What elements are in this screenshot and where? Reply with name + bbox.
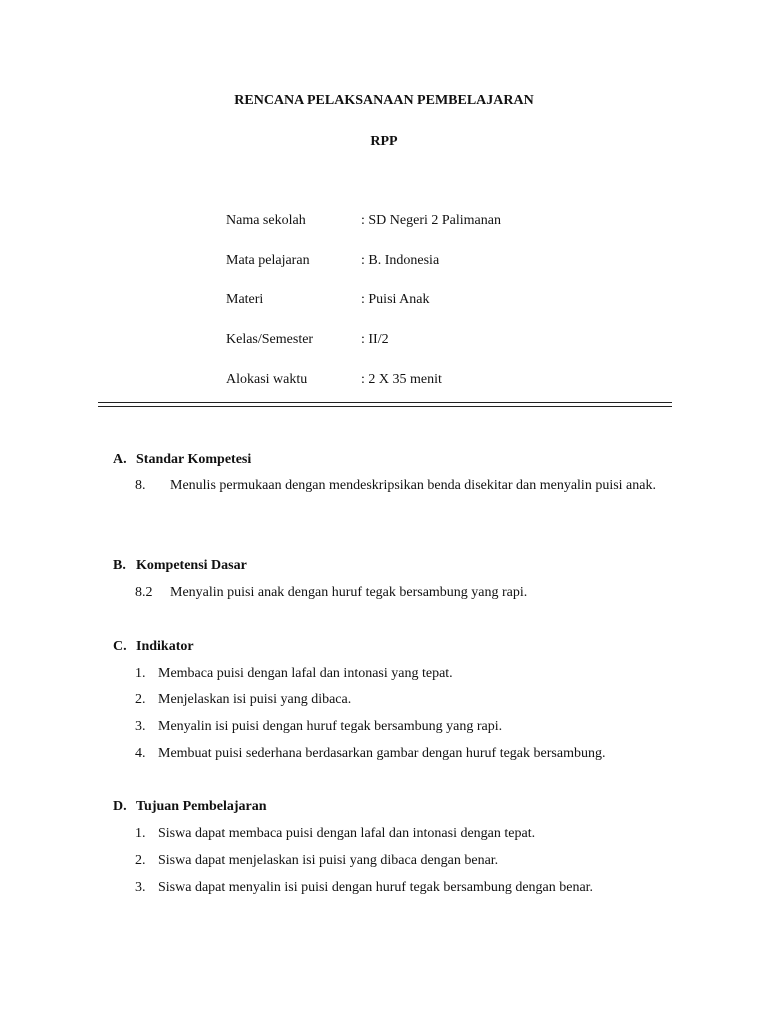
list-number: 4. (135, 746, 146, 761)
list-text: Menjelaskan isi puisi yang dibaca. (158, 692, 352, 707)
item-number: 8.2 (135, 585, 153, 600)
info-value: : B. Indonesia (361, 253, 440, 268)
section-b-heading (113, 558, 247, 574)
section-title: Kompetensi Dasar (136, 558, 247, 573)
section-letter: D. (113, 799, 127, 814)
section-letter: A. (113, 452, 127, 467)
info-label: Mata pelajaran (226, 253, 310, 268)
item-text: Menulis permukaan dengan mendeskripsikan benda disekitar dan menyalin puisi anak. (170, 478, 656, 493)
section-a-heading (113, 452, 251, 468)
section-title: Standar Kompetesi (136, 452, 252, 467)
list-number: 1. (135, 666, 146, 681)
info-value: : 2 X 35 menit (361, 372, 442, 387)
list-text: Menyalin isi puisi dengan huruf tegak bersambung yang rapi. (158, 719, 503, 734)
list-number: 2. (135, 692, 146, 707)
list-number: 1. (135, 826, 146, 841)
info-label: Materi (226, 292, 264, 307)
info-value: : II/2 (361, 332, 389, 347)
list-number: 3. (135, 719, 146, 734)
section-c-heading (113, 639, 194, 655)
divider-rule-top (98, 402, 672, 403)
list-number: 2. (135, 853, 146, 868)
info-row-material (226, 292, 666, 312)
info-label: Alokasi waktu (226, 372, 308, 387)
divider-rule-bottom (98, 406, 672, 407)
list-text: Membaca puisi dengan lafal dan intonasi yang tepat. (158, 666, 453, 681)
info-row-class-semester (226, 332, 666, 352)
item-text: Menyalin puisi anak dengan huruf tegak bersambung yang rapi. (170, 585, 528, 600)
section-letter: B. (113, 558, 126, 573)
info-row-subject (226, 253, 666, 273)
section-d-heading (113, 799, 267, 815)
section-title: Indikator (136, 639, 194, 654)
info-row-school (226, 213, 666, 233)
document-subtitle: RPP (370, 134, 398, 149)
info-value: : SD Negeri 2 Palimanan (361, 213, 501, 228)
item-number: 8. (135, 478, 146, 493)
list-text: Membuat puisi sederhana berdasarkan gambar dengan huruf tegak bersambung. (158, 746, 606, 761)
info-label: Kelas/Semester (226, 332, 314, 347)
list-text: Siswa dapat membaca puisi dengan lafal dan intonasi dengan tepat. (158, 826, 536, 841)
section-title: Tujuan Pembelajaran (136, 799, 267, 814)
list-number: 3. (135, 880, 146, 895)
list-text: Siswa dapat menjelaskan isi puisi yang dibaca dengan benar. (158, 853, 499, 868)
list-text: Siswa dapat menyalin isi puisi dengan huruf tegak bersambung dengan benar. (158, 880, 594, 895)
info-value: : Puisi Anak (361, 292, 430, 307)
document-title: RENCANA PELAKSANAAN PEMBELAJARAN (234, 93, 534, 108)
section-letter: C. (113, 639, 127, 654)
info-label: Nama sekolah (226, 213, 306, 228)
info-row-time-allocation (226, 372, 666, 392)
